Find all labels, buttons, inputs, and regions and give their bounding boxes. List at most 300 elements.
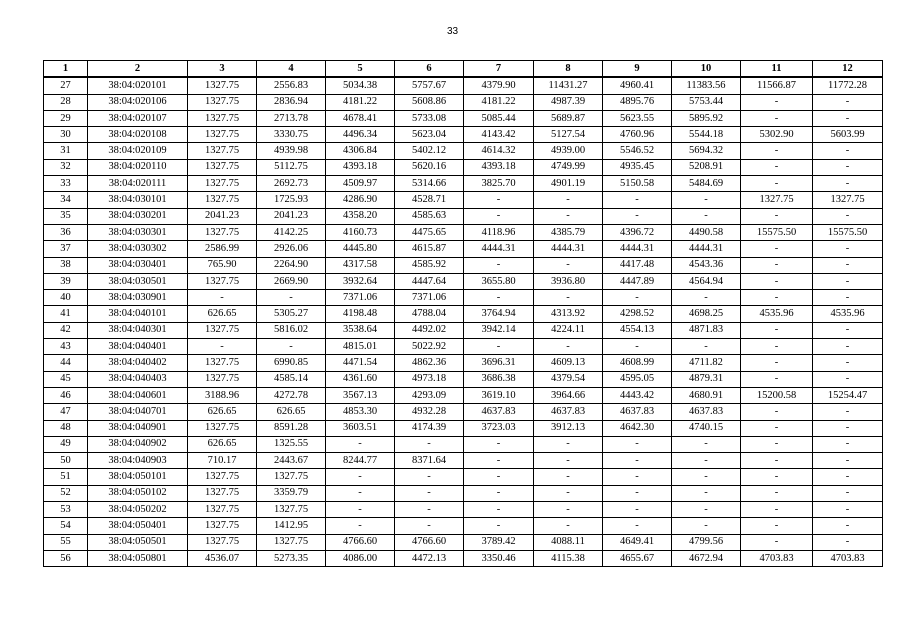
table-cell: - xyxy=(741,94,813,110)
table-cell: 626.65 xyxy=(188,404,257,420)
table-cell: 38:04:030302 xyxy=(88,241,188,257)
table-cell: 1327.75 xyxy=(188,371,257,387)
table-cell: 1327.75 xyxy=(188,159,257,175)
table-cell: 38:04:050202 xyxy=(88,502,188,518)
table-cell: 38:04:030101 xyxy=(88,192,188,208)
table-cell: - xyxy=(603,469,672,485)
table-cell: 4492.02 xyxy=(395,322,464,338)
table-cell: 4361.60 xyxy=(326,371,395,387)
table-cell: - xyxy=(741,453,813,469)
table-cell: - xyxy=(395,502,464,518)
table-cell: 4496.34 xyxy=(326,127,395,143)
table-row xyxy=(44,371,883,387)
table-cell: 4088.11 xyxy=(534,534,603,550)
table-cell: 4286.90 xyxy=(326,192,395,208)
table-cell: 32 xyxy=(44,159,88,175)
table-cell: - xyxy=(534,485,603,501)
table-cell: 29 xyxy=(44,110,88,126)
table-cell: - xyxy=(603,436,672,452)
table-cell: 4799.56 xyxy=(672,534,741,550)
table-cell: 3932.64 xyxy=(326,273,395,289)
table-cell: - xyxy=(603,290,672,306)
table-cell: - xyxy=(464,436,534,452)
table-cell: - xyxy=(741,257,813,273)
table-cell: 4445.80 xyxy=(326,241,395,257)
table-cell: - xyxy=(813,534,883,550)
table-cell: - xyxy=(672,436,741,452)
table-cell: 44 xyxy=(44,355,88,371)
table-cell: 1327.75 xyxy=(188,273,257,289)
table-cell: 4393.18 xyxy=(326,159,395,175)
table-cell: 4815.01 xyxy=(326,339,395,355)
table-cell: 4711.82 xyxy=(672,355,741,371)
table-row xyxy=(44,339,883,355)
table-cell: 3942.14 xyxy=(464,322,534,338)
table-cell: 4444.31 xyxy=(603,241,672,257)
table-row xyxy=(44,518,883,534)
table-cell: 4655.67 xyxy=(603,550,672,566)
table-cell: 4637.83 xyxy=(603,404,672,420)
table-cell: 3686.38 xyxy=(464,371,534,387)
table-cell: - xyxy=(741,241,813,257)
table-cell: 4554.13 xyxy=(603,322,672,338)
column-header: 1 xyxy=(44,61,88,78)
table-cell: 4379.90 xyxy=(464,77,534,94)
table-cell: 15200.58 xyxy=(741,387,813,403)
table-cell: 3538.64 xyxy=(326,322,395,338)
table-cell: - xyxy=(395,436,464,452)
table-cell: 4740.15 xyxy=(672,420,741,436)
table-cell: 4608.99 xyxy=(603,355,672,371)
table-row xyxy=(44,355,883,371)
data-table xyxy=(43,60,883,567)
table-cell: - xyxy=(326,518,395,534)
table-row xyxy=(44,208,883,224)
table-cell: 2713.78 xyxy=(257,110,326,126)
table-cell: 38:04:020108 xyxy=(88,127,188,143)
table-cell: 1327.75 xyxy=(741,192,813,208)
table-cell: - xyxy=(326,469,395,485)
table-cell: 1327.75 xyxy=(188,355,257,371)
column-header: 9 xyxy=(603,61,672,78)
table-cell: - xyxy=(813,143,883,159)
table-cell: 38:04:040902 xyxy=(88,436,188,452)
table-row xyxy=(44,453,883,469)
table-cell: 710.17 xyxy=(188,453,257,469)
table-cell: 4678.41 xyxy=(326,110,395,126)
table-cell: 38:04:040601 xyxy=(88,387,188,403)
table-cell: 1327.75 xyxy=(257,534,326,550)
table-cell: 3188.96 xyxy=(188,387,257,403)
table-cell: 4637.83 xyxy=(534,404,603,420)
table-cell: 5305.27 xyxy=(257,306,326,322)
table-cell: 4615.87 xyxy=(395,241,464,257)
table-cell: 2041.23 xyxy=(257,208,326,224)
table-cell: 3789.42 xyxy=(464,534,534,550)
table-cell: 4181.22 xyxy=(464,94,534,110)
table-cell: - xyxy=(741,159,813,175)
table-cell: - xyxy=(534,436,603,452)
table-cell: 4585.92 xyxy=(395,257,464,273)
table-cell: - xyxy=(741,208,813,224)
column-header: 6 xyxy=(395,61,464,78)
table-cell: 38:04:020101 xyxy=(88,77,188,94)
table-cell: 4417.48 xyxy=(603,257,672,273)
table-cell: - xyxy=(813,94,883,110)
table-cell: 4490.58 xyxy=(672,224,741,240)
table-cell: 1327.75 xyxy=(188,176,257,192)
table-cell: 5150.58 xyxy=(603,176,672,192)
table-cell: 4871.83 xyxy=(672,322,741,338)
table-cell: 46 xyxy=(44,387,88,403)
table-row xyxy=(44,257,883,273)
table-cell: 4535.96 xyxy=(741,306,813,322)
table-cell: 38:04:040903 xyxy=(88,453,188,469)
table-row xyxy=(44,159,883,175)
table-row xyxy=(44,387,883,403)
table-cell: - xyxy=(464,518,534,534)
table-cell: 2669.90 xyxy=(257,273,326,289)
table-cell: 4895.76 xyxy=(603,94,672,110)
column-header: 7 xyxy=(464,61,534,78)
table-cell: - xyxy=(741,143,813,159)
table-cell: 48 xyxy=(44,420,88,436)
table-cell: 5544.18 xyxy=(672,127,741,143)
table-cell: 4471.54 xyxy=(326,355,395,371)
table-cell: 4760.96 xyxy=(603,127,672,143)
table-cell: 4086.00 xyxy=(326,550,395,566)
table-cell: - xyxy=(603,208,672,224)
table-cell: 4595.05 xyxy=(603,371,672,387)
table-cell: - xyxy=(813,273,883,289)
table-cell: - xyxy=(603,453,672,469)
table-cell: - xyxy=(813,257,883,273)
table-cell: 38:04:050501 xyxy=(88,534,188,550)
table-cell: - xyxy=(395,485,464,501)
table-cell: 1327.75 xyxy=(188,534,257,550)
table-cell: 1327.75 xyxy=(188,143,257,159)
table-cell: - xyxy=(741,518,813,534)
table-cell: 4939.00 xyxy=(534,143,603,159)
table-cell: 7371.06 xyxy=(395,290,464,306)
table-cell: - xyxy=(672,469,741,485)
table-cell: - xyxy=(741,436,813,452)
table-cell: 1327.75 xyxy=(188,94,257,110)
table-cell: 53 xyxy=(44,502,88,518)
table-cell: 5733.08 xyxy=(395,110,464,126)
table-cell: - xyxy=(672,290,741,306)
table-cell: 1325.55 xyxy=(257,436,326,452)
table-cell: 5314.66 xyxy=(395,176,464,192)
table-cell: - xyxy=(813,176,883,192)
table-cell: 4313.92 xyxy=(534,306,603,322)
table-cell: 11772.28 xyxy=(813,77,883,94)
table-cell: - xyxy=(813,241,883,257)
table-cell: 4272.78 xyxy=(257,387,326,403)
table-cell: 5112.75 xyxy=(257,159,326,175)
table-row xyxy=(44,306,883,322)
table-cell: 5034.38 xyxy=(326,77,395,94)
table-row xyxy=(44,436,883,452)
table-row xyxy=(44,94,883,110)
table-cell: - xyxy=(464,453,534,469)
table-cell: 4509.97 xyxy=(326,176,395,192)
table-body xyxy=(44,77,883,566)
table-cell: 50 xyxy=(44,453,88,469)
table-cell: 4680.91 xyxy=(672,387,741,403)
table-cell: - xyxy=(464,339,534,355)
table-cell: 34 xyxy=(44,192,88,208)
table-cell: 3603.51 xyxy=(326,420,395,436)
table-cell: 5816.02 xyxy=(257,322,326,338)
table-cell: 38:04:040701 xyxy=(88,404,188,420)
table-cell: - xyxy=(741,485,813,501)
table-cell: 11431.27 xyxy=(534,77,603,94)
table-cell: 5689.87 xyxy=(534,110,603,126)
table-cell: 38:04:040301 xyxy=(88,322,188,338)
table-cell: 5085.44 xyxy=(464,110,534,126)
table-cell: 4901.19 xyxy=(534,176,603,192)
table-cell: 38:04:050102 xyxy=(88,485,188,501)
table-cell: 38:04:040901 xyxy=(88,420,188,436)
table-cell: - xyxy=(741,339,813,355)
table-cell: - xyxy=(603,339,672,355)
table-cell: 4379.54 xyxy=(534,371,603,387)
table-cell: 5546.52 xyxy=(603,143,672,159)
table-cell: 1327.75 xyxy=(813,192,883,208)
table-cell: 4935.45 xyxy=(603,159,672,175)
table-cell: 4973.18 xyxy=(395,371,464,387)
table-cell: - xyxy=(603,502,672,518)
table-cell: 3655.80 xyxy=(464,273,534,289)
table-cell: 2443.67 xyxy=(257,453,326,469)
table-cell: - xyxy=(464,502,534,518)
table-cell: 38:04:020106 xyxy=(88,94,188,110)
table-cell: 2926.06 xyxy=(257,241,326,257)
table-cell: 4298.52 xyxy=(603,306,672,322)
table-cell: 1725.93 xyxy=(257,192,326,208)
table-cell: 1412.95 xyxy=(257,518,326,534)
table-cell: 4698.25 xyxy=(672,306,741,322)
table-cell: - xyxy=(257,290,326,306)
table-cell: 5753.44 xyxy=(672,94,741,110)
table-cell: 52 xyxy=(44,485,88,501)
table-cell: - xyxy=(188,339,257,355)
table-cell: - xyxy=(395,469,464,485)
table-cell: 43 xyxy=(44,339,88,355)
table-cell: 15575.50 xyxy=(813,224,883,240)
table-cell: 3350.46 xyxy=(464,550,534,566)
table-cell: 4766.60 xyxy=(326,534,395,550)
table-cell: 4393.18 xyxy=(464,159,534,175)
table-cell: 3964.66 xyxy=(534,387,603,403)
table-cell: 38:04:030901 xyxy=(88,290,188,306)
table-cell: - xyxy=(741,355,813,371)
table-cell: 38:04:040402 xyxy=(88,355,188,371)
table-cell: 38:04:050401 xyxy=(88,518,188,534)
table-cell: - xyxy=(395,518,464,534)
table-row xyxy=(44,290,883,306)
table-cell: - xyxy=(741,534,813,550)
table-row xyxy=(44,404,883,420)
table-cell: 5603.99 xyxy=(813,127,883,143)
table-cell: 4637.83 xyxy=(464,404,534,420)
table-cell: - xyxy=(813,290,883,306)
column-header: 5 xyxy=(326,61,395,78)
table-cell: 4198.48 xyxy=(326,306,395,322)
table-cell: 5402.12 xyxy=(395,143,464,159)
table-cell: 4649.41 xyxy=(603,534,672,550)
table-cell: - xyxy=(464,485,534,501)
column-header: 2 xyxy=(88,61,188,78)
table-cell: 4142.25 xyxy=(257,224,326,240)
table-cell: - xyxy=(741,371,813,387)
table-cell: 5484.69 xyxy=(672,176,741,192)
table-cell: 4115.38 xyxy=(534,550,603,566)
table-cell: 4585.63 xyxy=(395,208,464,224)
table-cell: 36 xyxy=(44,224,88,240)
table-cell: 2556.83 xyxy=(257,77,326,94)
table-cell: 2264.90 xyxy=(257,257,326,273)
table-cell: 11383.56 xyxy=(672,77,741,94)
table-cell: 38:04:040401 xyxy=(88,339,188,355)
table-row xyxy=(44,534,883,550)
column-header: 10 xyxy=(672,61,741,78)
table-cell: - xyxy=(603,192,672,208)
table-cell: - xyxy=(672,485,741,501)
table-cell: 4879.31 xyxy=(672,371,741,387)
table-cell: 5273.35 xyxy=(257,550,326,566)
table-cell: 3825.70 xyxy=(464,176,534,192)
table-cell: - xyxy=(603,485,672,501)
table-cell: - xyxy=(534,192,603,208)
table-cell: 1327.75 xyxy=(188,192,257,208)
table-cell: - xyxy=(741,469,813,485)
table-cell: 4160.73 xyxy=(326,224,395,240)
table-cell: - xyxy=(741,322,813,338)
table-cell: 40 xyxy=(44,290,88,306)
table-cell: 5127.54 xyxy=(534,127,603,143)
table-cell: - xyxy=(813,469,883,485)
column-header: 11 xyxy=(741,61,813,78)
table-cell: 31 xyxy=(44,143,88,159)
table-cell: - xyxy=(813,502,883,518)
table-cell: 3723.03 xyxy=(464,420,534,436)
table-cell: - xyxy=(464,290,534,306)
table-cell: 38:04:050101 xyxy=(88,469,188,485)
table-cell: 38:04:020109 xyxy=(88,143,188,159)
table-cell: - xyxy=(534,518,603,534)
table-cell: 1327.75 xyxy=(188,502,257,518)
table-cell: 4396.72 xyxy=(603,224,672,240)
table-cell: 38:04:030401 xyxy=(88,257,188,273)
table-cell: - xyxy=(813,404,883,420)
table-cell: - xyxy=(741,404,813,420)
table-cell: - xyxy=(534,469,603,485)
table-cell: - xyxy=(813,110,883,126)
table-row xyxy=(44,127,883,143)
table-cell: - xyxy=(534,208,603,224)
table-cell: 5895.92 xyxy=(672,110,741,126)
table-cell: - xyxy=(534,290,603,306)
table-cell: 1327.75 xyxy=(188,224,257,240)
table-cell: 8371.64 xyxy=(395,453,464,469)
table-cell: 55 xyxy=(44,534,88,550)
table-cell: 5694.32 xyxy=(672,143,741,159)
table-row xyxy=(44,77,883,94)
table-cell: 5623.04 xyxy=(395,127,464,143)
table-row xyxy=(44,143,883,159)
table-cell: 30 xyxy=(44,127,88,143)
table-cell: 4749.99 xyxy=(534,159,603,175)
table-cell: 3359.79 xyxy=(257,485,326,501)
table-cell: - xyxy=(672,208,741,224)
table-row xyxy=(44,110,883,126)
table-cell: 3567.13 xyxy=(326,387,395,403)
table-cell: 38:04:020110 xyxy=(88,159,188,175)
table-row xyxy=(44,469,883,485)
table-cell: - xyxy=(672,518,741,534)
table-cell: 4444.31 xyxy=(534,241,603,257)
table-cell: - xyxy=(741,420,813,436)
table-cell: - xyxy=(188,290,257,306)
table-cell: 49 xyxy=(44,436,88,452)
table-cell: 4444.31 xyxy=(464,241,534,257)
table-cell: 5757.67 xyxy=(395,77,464,94)
table-cell: - xyxy=(813,485,883,501)
table-cell: 2041.23 xyxy=(188,208,257,224)
table-cell: 4317.58 xyxy=(326,257,395,273)
table-row xyxy=(44,273,883,289)
table-cell: 1327.75 xyxy=(188,322,257,338)
table-cell: 38:04:040403 xyxy=(88,371,188,387)
table-cell: 4960.41 xyxy=(603,77,672,94)
table-cell: 3330.75 xyxy=(257,127,326,143)
table-cell: - xyxy=(813,371,883,387)
table-cell: 7371.06 xyxy=(326,290,395,306)
table-cell: 4385.79 xyxy=(534,224,603,240)
table-cell: 4174.39 xyxy=(395,420,464,436)
table-cell: - xyxy=(813,453,883,469)
table-cell: - xyxy=(813,420,883,436)
table-cell: - xyxy=(534,453,603,469)
table-cell: 4447.89 xyxy=(603,273,672,289)
table-cell: 1327.75 xyxy=(188,420,257,436)
table-cell: - xyxy=(257,339,326,355)
table-cell: 1327.75 xyxy=(188,469,257,485)
table-cell: 4528.71 xyxy=(395,192,464,208)
column-header: 4 xyxy=(257,61,326,78)
table-cell: 5022.92 xyxy=(395,339,464,355)
table-cell: - xyxy=(813,322,883,338)
table-cell: - xyxy=(813,339,883,355)
table-cell: 4143.42 xyxy=(464,127,534,143)
table-cell: 1327.75 xyxy=(188,485,257,501)
table-row xyxy=(44,550,883,566)
table-cell: 4535.96 xyxy=(813,306,883,322)
table-cell: - xyxy=(813,159,883,175)
table-cell: 38:04:040101 xyxy=(88,306,188,322)
table-cell: - xyxy=(464,469,534,485)
table-cell: 8591.28 xyxy=(257,420,326,436)
table-cell: 4475.65 xyxy=(395,224,464,240)
table-cell: - xyxy=(741,110,813,126)
table-cell: 38:04:020111 xyxy=(88,176,188,192)
table-cell: 4939.98 xyxy=(257,143,326,159)
table-row xyxy=(44,224,883,240)
table-row xyxy=(44,176,883,192)
table-cell: 4788.04 xyxy=(395,306,464,322)
